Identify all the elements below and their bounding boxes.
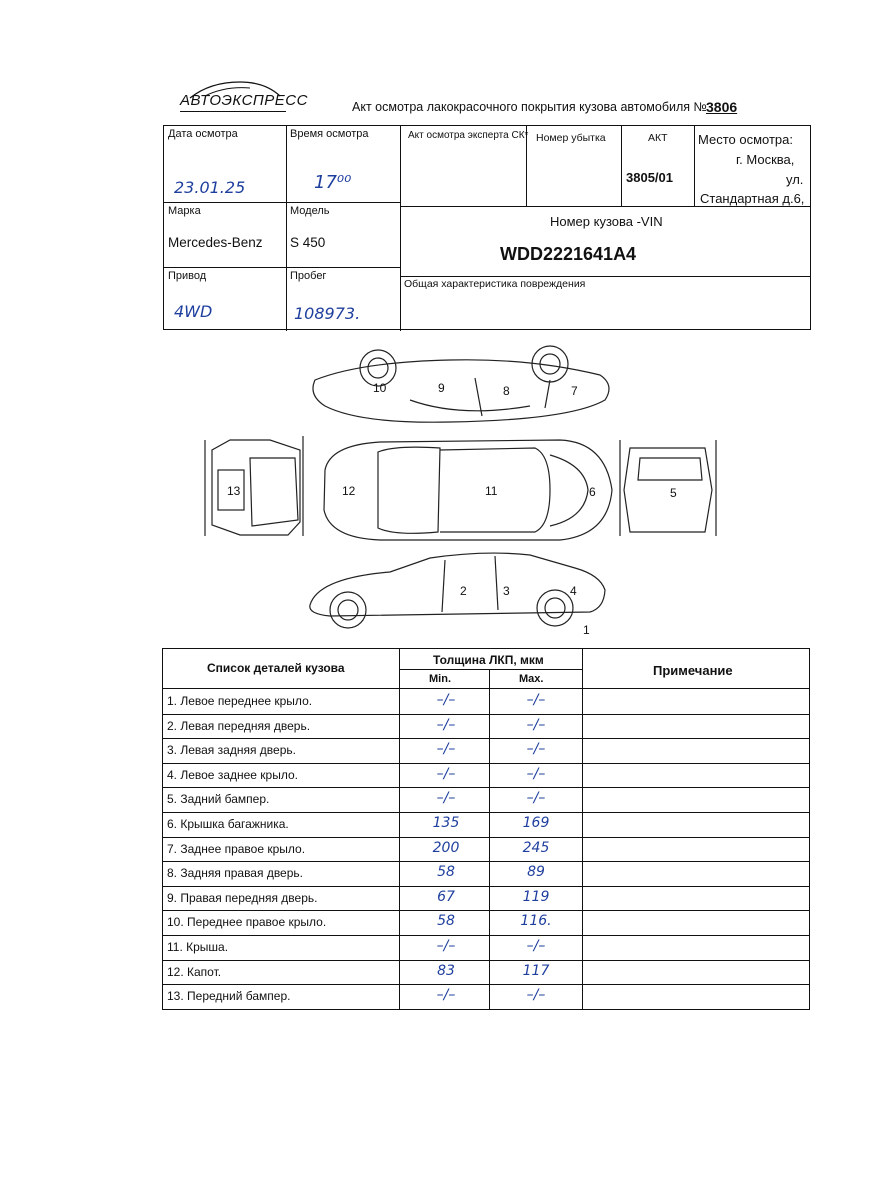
- table-row-min: 135: [432, 815, 460, 831]
- table-row-max: 245: [522, 839, 550, 856]
- car-body-diagram: [200, 340, 720, 640]
- left-side-view: [310, 553, 605, 628]
- date-value: 23.01.25: [174, 178, 246, 197]
- time-value: 17⁰⁰: [314, 172, 352, 193]
- make-value: Mercedes-Benz: [168, 235, 263, 250]
- mileage-label: Пробег: [290, 270, 327, 282]
- col-thickness-header: Толщина ЛКП, мкм: [433, 653, 544, 667]
- drive-value: 4WD: [174, 302, 213, 321]
- rear-view: [620, 440, 716, 536]
- table-row-label: 11. Крыша.: [167, 940, 229, 954]
- time-label: Время осмотра: [290, 128, 369, 140]
- document-title: Акт осмотра лакокрасочного покрытия кузова автомобиля №: [352, 100, 707, 114]
- header-table: [163, 125, 811, 330]
- mileage-value: 108973.: [294, 304, 361, 323]
- zone-number-6: 6: [589, 485, 596, 499]
- table-row-max: –/–: [526, 987, 546, 1004]
- zone-number-3: 3: [503, 584, 510, 598]
- damage-label: Общая характеристика повреждения: [404, 278, 586, 290]
- col-parts-header: Список деталей кузова: [207, 661, 345, 675]
- zone-number-11: 11: [485, 484, 498, 498]
- act-value: 3805/01: [626, 170, 673, 185]
- expert-act-label: Акт осмотра эксперта СК*: [408, 130, 529, 141]
- table-row-min: 58: [437, 913, 455, 930]
- table-row-min: 58: [437, 864, 455, 881]
- zone-number-5: 5: [670, 486, 677, 500]
- table-row-min: –/–: [436, 765, 456, 782]
- table-row-max: 116.: [520, 913, 552, 930]
- make-label: Марка: [168, 205, 201, 217]
- zone-number-8: 8: [503, 384, 510, 398]
- zone-number-9: 9: [438, 381, 445, 395]
- zone-number-13: 13: [227, 484, 241, 498]
- table-row-max: 117: [522, 962, 550, 979]
- table-row-min: –/–: [436, 692, 456, 708]
- table-row-min: –/–: [436, 987, 456, 1004]
- paint-thickness-table: [162, 648, 810, 1010]
- table-row-label: 1. Левое переднее крыло.: [167, 694, 313, 708]
- date-label: Дата осмотра: [168, 128, 238, 140]
- document-number: 3806: [706, 99, 738, 115]
- table-row-label: 13. Передний бампер.: [167, 989, 291, 1004]
- vin-value: WDD2221641A4: [500, 244, 637, 264]
- col-min-header: Min.: [429, 673, 451, 685]
- table-row-label: 9. Правая передняя дверь.: [167, 890, 318, 905]
- table-row-max: 169: [522, 815, 550, 831]
- model-value: S 450: [290, 235, 326, 250]
- table-row-max: –/–: [526, 716, 546, 733]
- model-label: Модель: [290, 205, 330, 217]
- table-row-min: –/–: [436, 741, 456, 758]
- drive-label: Привод: [168, 270, 207, 282]
- col-max-header: Max.: [519, 673, 544, 685]
- place-city: г. Москва,: [736, 152, 795, 167]
- place-street: ул.: [786, 172, 804, 187]
- table-row-min: 200: [432, 839, 460, 856]
- table-row-label: 6. Крышка багажника.: [167, 817, 289, 831]
- place-address: Стандартная д.6,: [700, 191, 805, 206]
- top-view: [324, 440, 612, 540]
- col-note-header: Примечание: [653, 663, 733, 678]
- zone-number-10: 10: [373, 381, 387, 395]
- table-row-max: 119: [522, 888, 550, 905]
- table-row-min: –/–: [436, 790, 456, 807]
- vin-label: Номер кузова -VIN: [550, 214, 663, 229]
- zone-number-12: 12: [342, 484, 356, 498]
- company-logo: [180, 84, 308, 124]
- table-row-label: 2. Левая передняя дверь.: [167, 718, 311, 733]
- table-row-max: –/–: [526, 938, 546, 954]
- table-row-label: 10. Переднее правое крыло.: [167, 915, 327, 930]
- table-row-label: 5. Задний бампер.: [167, 792, 270, 807]
- table-row-label: 3. Левая задняя дверь.: [167, 743, 296, 758]
- zone-number-1: 1: [583, 623, 590, 637]
- table-row-max: 89: [527, 864, 545, 881]
- table-row-min: –/–: [436, 716, 456, 733]
- front-view: [205, 436, 303, 536]
- loss-number-label: Номер убытка: [536, 132, 606, 144]
- table-row-max: –/–: [526, 765, 546, 782]
- table-row-min: 83: [437, 962, 455, 979]
- zone-number-2: 2: [460, 584, 467, 598]
- table-row-label: 7. Заднее правое крыло.: [167, 841, 306, 856]
- zone-number-7: 7: [571, 384, 578, 398]
- table-row-max: –/–: [526, 790, 546, 807]
- table-row-min: –/–: [436, 938, 456, 954]
- table-row-label: 12. Капот.: [167, 964, 222, 979]
- logo-text: АВТОЭКСПРЕСС: [180, 92, 308, 109]
- table-row-min: 67: [437, 888, 455, 905]
- place-label: Место осмотра:: [698, 132, 793, 147]
- table-row-max: –/–: [526, 741, 546, 758]
- table-row-label: 8. Задняя правая дверь.: [167, 866, 303, 881]
- act-label: АКТ: [648, 132, 668, 144]
- table-row-max: –/–: [526, 692, 546, 708]
- zone-number-4: 4: [570, 584, 577, 598]
- right-side-view: [313, 346, 609, 422]
- table-row-label: 4. Левое заднее крыло.: [167, 767, 298, 782]
